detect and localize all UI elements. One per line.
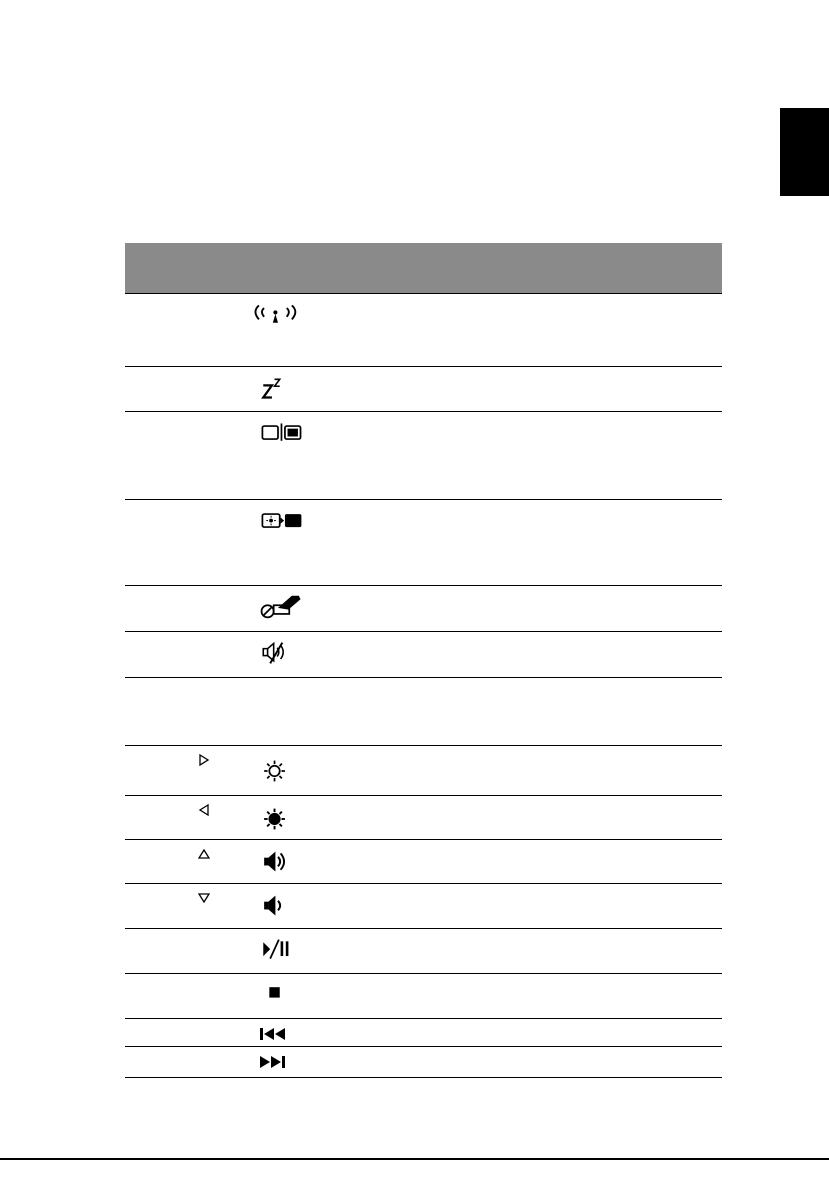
table-row-brightness-up bbox=[125, 746, 722, 796]
volume-up-icon bbox=[246, 849, 310, 875]
right-arrow-key-icon bbox=[198, 754, 210, 766]
previous-track-icon bbox=[246, 1025, 310, 1043]
table-row-volume-down bbox=[125, 884, 722, 929]
table-row-display-toggle bbox=[125, 412, 722, 500]
up-arrow-key-icon bbox=[198, 848, 210, 860]
display-toggle-icon bbox=[246, 420, 310, 446]
down-arrow-key-icon bbox=[198, 892, 210, 904]
table-row-wireless bbox=[125, 294, 722, 367]
table-row-blank bbox=[125, 678, 722, 746]
table-row-mute bbox=[125, 632, 722, 678]
touchpad-toggle-icon bbox=[246, 594, 310, 620]
table-row-screen-blank bbox=[125, 500, 722, 586]
table-row-stop bbox=[125, 974, 722, 1019]
footer-rule bbox=[0, 1158, 829, 1160]
speaker-mute-icon bbox=[246, 640, 310, 666]
table-row-play-pause bbox=[125, 929, 722, 974]
table-row-next bbox=[125, 1047, 722, 1078]
hotkey-table bbox=[125, 243, 722, 1078]
section-tab-marker bbox=[780, 108, 829, 196]
next-track-icon bbox=[246, 1053, 310, 1071]
brightness-up-icon bbox=[246, 758, 310, 784]
table-row-sleep bbox=[125, 367, 722, 412]
sleep-zz-icon bbox=[246, 375, 310, 401]
table-row-brightness-down bbox=[125, 796, 722, 840]
play-pause-icon bbox=[246, 937, 310, 963]
wireless-communication-icon bbox=[246, 302, 310, 328]
table-row-previous bbox=[125, 1019, 722, 1047]
left-arrow-key-icon bbox=[198, 804, 210, 816]
table-row-volume-up bbox=[125, 840, 722, 884]
volume-down-icon bbox=[246, 893, 310, 919]
screen-blank-icon bbox=[246, 508, 310, 534]
table-row-touchpad bbox=[125, 586, 722, 632]
stop-icon bbox=[246, 982, 310, 1008]
table-header bbox=[125, 243, 722, 294]
brightness-down-icon bbox=[246, 806, 310, 832]
